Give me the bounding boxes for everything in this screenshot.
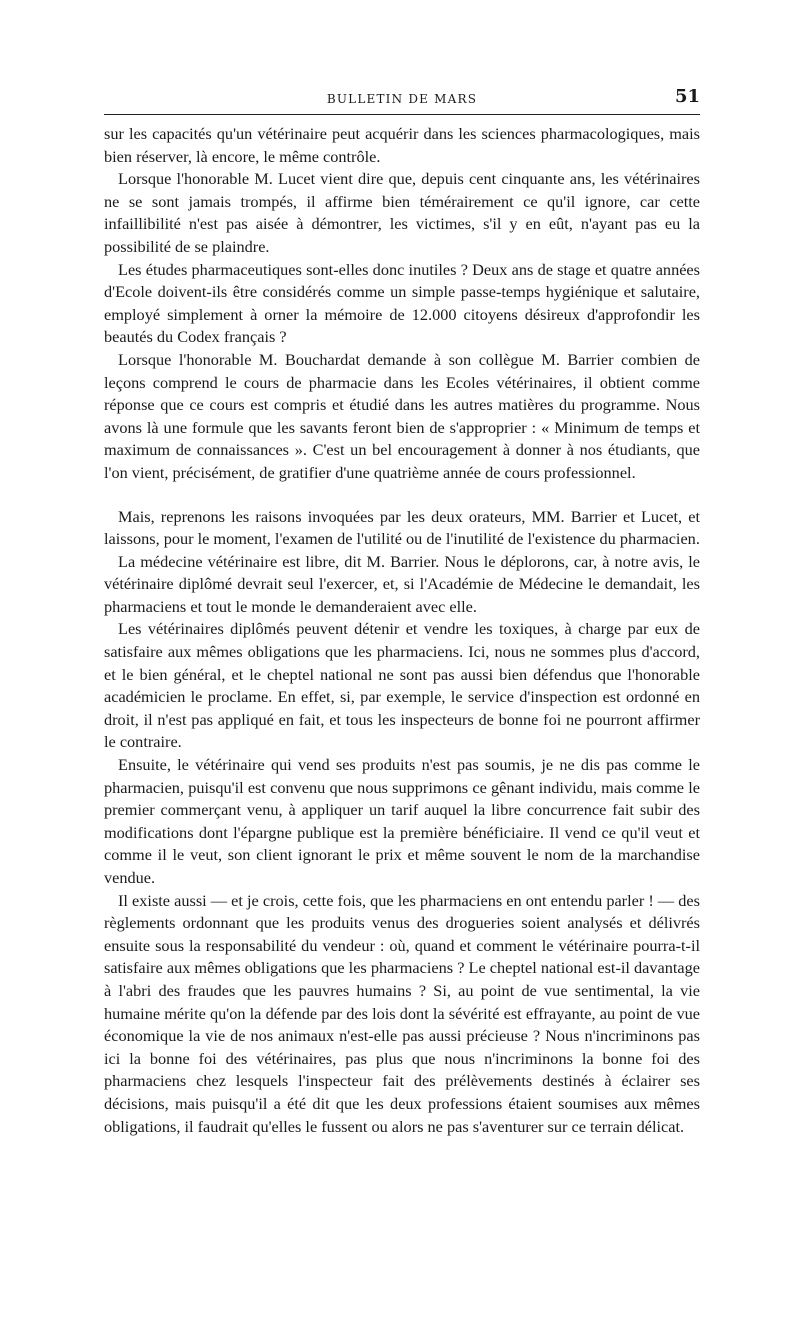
- page-number: 51: [674, 86, 700, 107]
- paragraph: Lorsque l'honorable M. Bouchardat demande à son collègue M. Barrier combien de leçons comprend le cours de pharmacie dans les Ecoles vétérinaires, il obtient comme réponse que ce cours est compris et étudié dans les autres matières du programme. Nous avons là une formule que les savants feront bien de s'approprier : « Minimum de temps et maximum de connaissances ». C'est un bel encouragement à donner à nos étudiants, que l'on vient, précisément, de gratifier d'une quatrième année de cours professionnel.: [104, 349, 700, 482]
- running-title: BULLETIN DE MARS: [326, 92, 478, 106]
- paragraph: Ensuite, le vétérinaire qui vend ses produits n'est pas soumis, je ne dis pas comme le pharmacien, puisqu'il est convenu que nous supprimons ce gênant individu, mais comme le premier commerçant venu, à appliquer un tarif auquel la libre concurrence fait subir des modifications dont l'épargne publique est la première bénéficiaire. Il vend ce qu'il veut et comme il le veut, son client ignorant le prix et même souvent le nom de la marchandise vendue.: [104, 755, 700, 887]
- running-header: [104, 86, 700, 114]
- paragraph: Lorsque l'honorable M. Lucet vient dire que, depuis cent cinquante ans, les vétérinaires ne se sont jamais trompés, il affirme bien témérairement ce qu'il ignore, car cette infaillibilité n'est pas aisée à démontrer, les victimes, s'il y en eût, n'ayant pas eu la possibilité de se plaindre.: [104, 169, 700, 256]
- section-gap: [104, 485, 700, 506]
- paragraph: Il existe aussi — et je crois, cette fois, que les pharmaciens en ont entendu parler ! — des règlements ordonnant que les produits venus des drogueries soient analysés et délivrés ensuite sous la responsabilité du vendeur : où, quand et comment le vétérinaire pourra-t-il satisfaire aux mêmes obligations que les pharmaciens ? Le cheptel national est-il davantage à l'abri des fraudes que les pauvres humains ? Si, au point de vue sentimental, la vie humaine mérite qu'on la défende par des lois dont la sévérité est effrayante, au point de vue économique la vie de nos animaux n'est-elle pas aussi précieuse ? Nous n'incriminons pas ici la bonne foi des vétérinaires, pas plus que nous n'incriminons la bonne foi des pharmaciens chez lesquels l'inspecteur fait des prélèvements destinés à éclairer ses décisions, mais puisqu'il a été dit que les deux professions étaient soumises aux mêmes obligations, il faudrait qu'elles le fussent ou alors ne pas s'aventurer sur ce terrain délicat.: [104, 890, 700, 1136]
- paragraph: Les études pharmaceutiques sont-elles donc inutiles ? Deux ans de stage et quatre années d'Ecole doivent-ils être considérés comme un simple passe-temps hygiénique et salutaire, employé simplement à orner la mémoire de 12.000 citoyens désireux d'approfondir les beautés du Codex français ?: [104, 259, 700, 347]
- page: [104, 86, 700, 1138]
- paragraph: sur les capacités qu'un vétérinaire peut acquérir dans les sciences pharmacologiques, mais bien réserver, là encore, le même contrôle.: [104, 124, 700, 166]
- body-text: [104, 123, 700, 1138]
- header-rule: [104, 114, 700, 115]
- paragraph: Mais, reprenons les raisons invoquées par les deux orateurs, MM. Barrier et Lucet, et laissons, pour le moment, l'examen de l'utilité ou de l'inutilité de l'existence du pharmacien.: [104, 506, 700, 549]
- paragraph: La médecine vétérinaire est libre, dit M. Barrier. Nous le déplorons, car, à notre avis, le vétérinaire diplômé devrait seul l'exercer, et, si l'Académie de Médecine le demandait, les pharmaciens et tout le monde le demanderaient avec elle.: [104, 551, 700, 616]
- paragraph: Les vétérinaires diplômés peuvent détenir et vendre les toxiques, à charge par eux de satisfaire aux mêmes obligations que les pharmaciens. Ici, nous ne sommes plus d'accord, et le bien général, et le cheptel national ne sont pas aussi bien défendus que l'honorable académicien le proclame. En effet, si, par exemple, le service d'inspection est ordonné en droit, il n'est pas appliqué en fait, et tous les inspecteurs de bonne foi ne pourront affirmer le contraire.: [104, 619, 700, 752]
